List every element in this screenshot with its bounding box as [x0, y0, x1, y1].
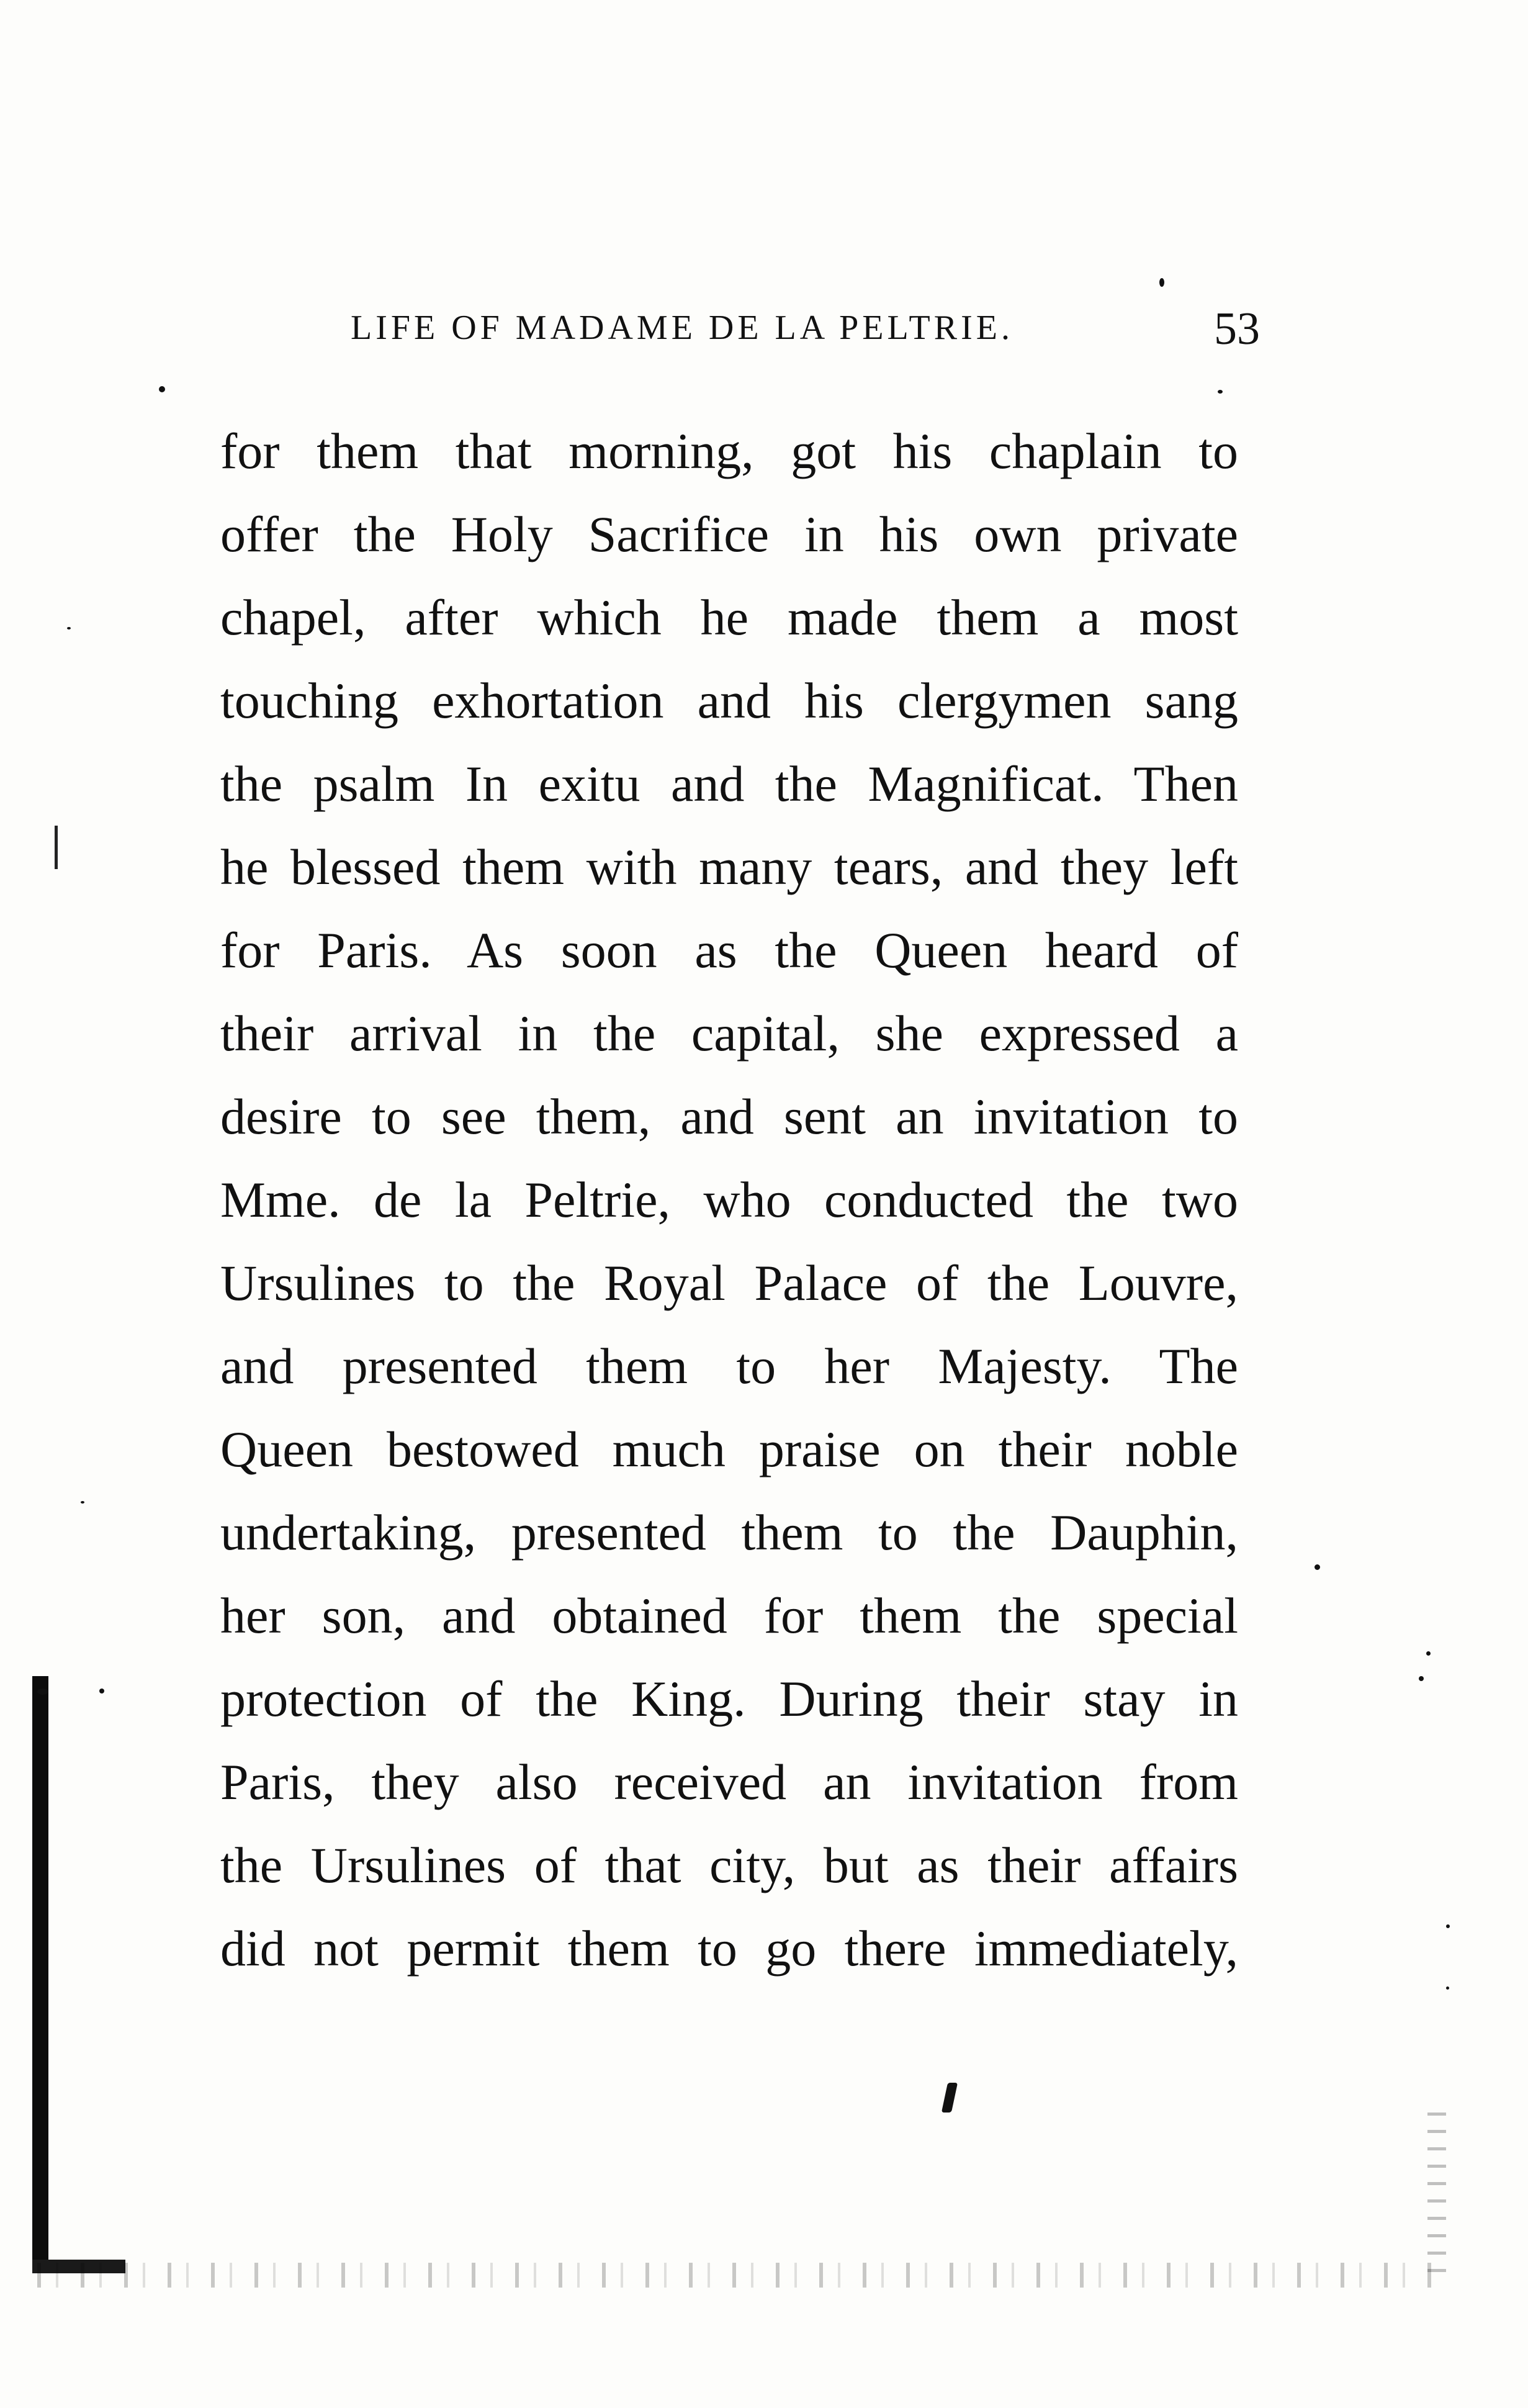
scan-speck	[1419, 1676, 1424, 1681]
scan-mark	[55, 826, 58, 869]
ornament-mark	[942, 2083, 958, 2113]
text-line: for Paris. As soon as the Queen heard of	[220, 922, 1238, 978]
text-line: her son, and obtained for them the special	[220, 1587, 1238, 1644]
scan-noise-right	[1427, 2111, 1446, 2272]
scan-speck	[1218, 390, 1223, 394]
scan-speck	[67, 627, 71, 629]
text-line: Queen bestowed much praise on their noble	[220, 1421, 1238, 1477]
text-line: the psalm In exitu and the Magnificat. Then	[220, 755, 1238, 812]
body-text	[220, 410, 1238, 1990]
text-line: and presented them to her Majesty. The	[220, 1338, 1238, 1394]
text-line: he blessed them with many tears, and they left	[220, 839, 1238, 895]
scan-speck	[37, 1689, 48, 1695]
scan-binding-shadow	[32, 1676, 48, 2272]
running-title: LIFE OF MADAME DE LA PELTRIE.	[351, 309, 1013, 347]
text-line: did not permit them to go there immediately,	[220, 1920, 1238, 1977]
text-line: chapel, after which he made them a most	[220, 589, 1238, 646]
text-line: desire to see them, and sent an invitation to	[220, 1088, 1238, 1145]
running-head	[344, 304, 1260, 358]
text-line: the Ursulines of that city, but as their affairs	[220, 1837, 1238, 1893]
text-line: their arrival in the capital, she expressed a	[220, 1005, 1238, 1062]
scan-speck	[1159, 278, 1164, 287]
scan-speck	[159, 386, 165, 392]
scan-speck	[1446, 1924, 1450, 1928]
text-line: protection of the King. During their stay in	[220, 1671, 1238, 1727]
scan-speck	[1315, 1564, 1320, 1570]
scan-speck	[81, 1501, 84, 1504]
page-number: 53	[1214, 304, 1260, 354]
text-line: Ursulines to the Royal Palace of the Louvre,	[220, 1255, 1238, 1311]
scan-speck	[99, 1689, 104, 1693]
scan-noise-bottom	[37, 2263, 1440, 2288]
scan-speck	[1426, 1651, 1431, 1656]
text-line: undertaking, presented them to the Dauphin,	[220, 1504, 1238, 1561]
text-line: for them that morning, got his chaplain to	[220, 423, 1238, 479]
text-line: Mme. de la Peltrie, who conducted the two	[220, 1171, 1238, 1228]
text-line: Paris, they also received an invitation from	[220, 1754, 1238, 1810]
text-line: touching exhortation and his clergymen sang	[220, 672, 1238, 729]
text-line: offer the Holy Sacrifice in his own private	[220, 506, 1238, 562]
scan-speck	[1446, 1986, 1449, 1990]
